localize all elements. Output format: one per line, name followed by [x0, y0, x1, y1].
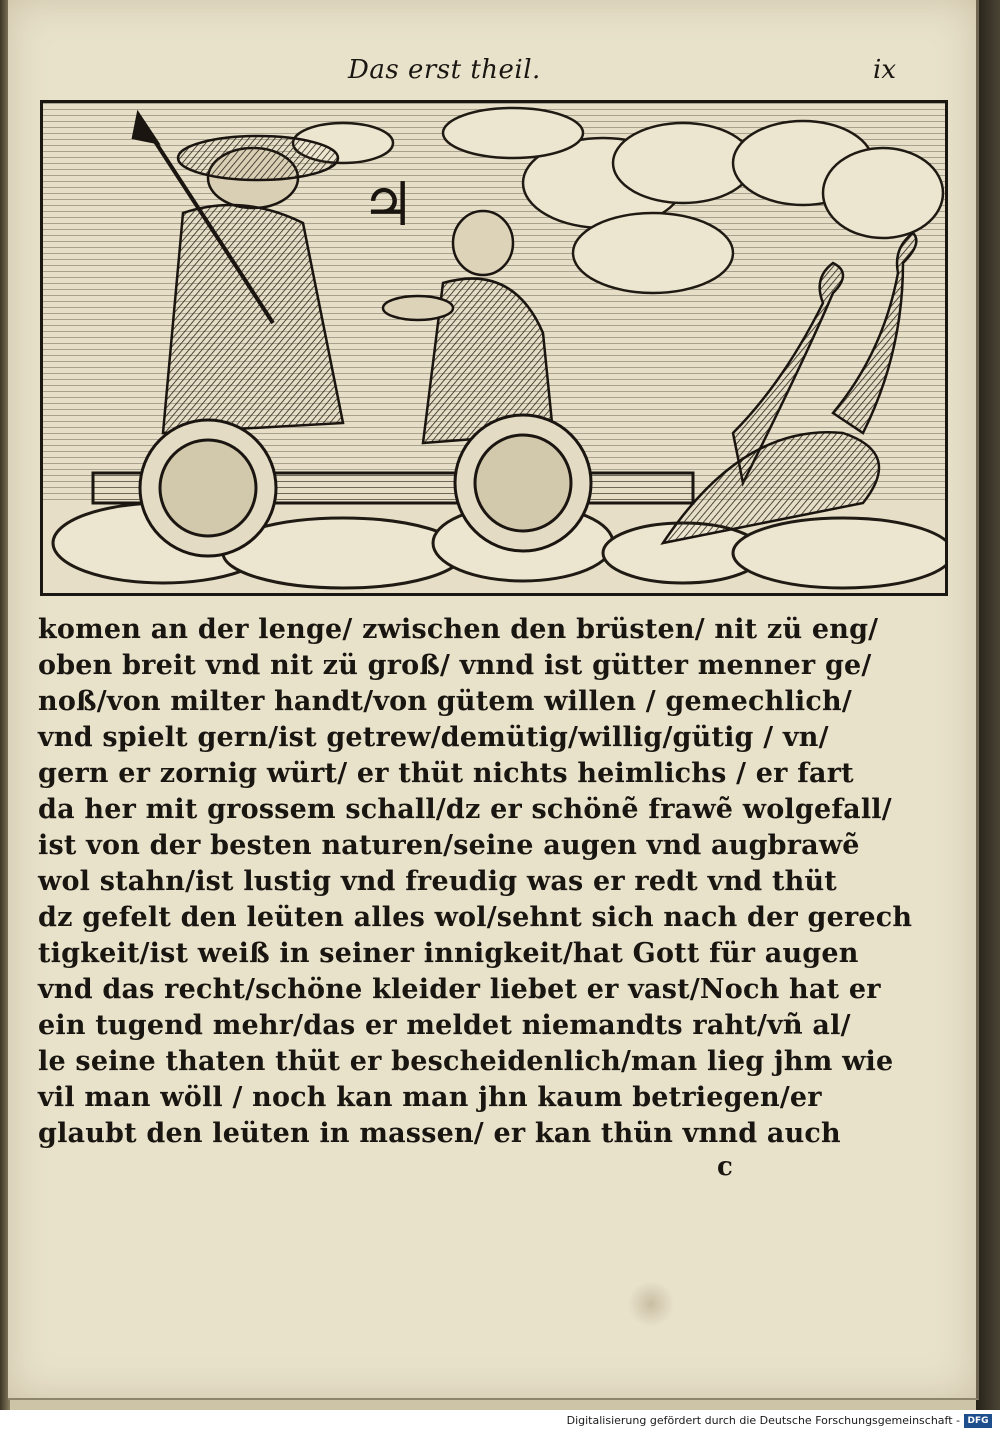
text-line: dz gefelt den leüten alles wol/sehnt sich nach der gerech: [38, 902, 913, 933]
running-title: Das erst theil.: [348, 55, 541, 85]
text-line: tigkeit/ist weiß in seiner innigkeit/hat Gott für augen: [38, 938, 859, 969]
main-text-block: [38, 612, 913, 1152]
woodcut-jupiter-chariot: [43, 103, 945, 593]
text-line: vil man wöll / noch kan man jhn kaum betriegen/er: [38, 1082, 822, 1113]
text-line: noß/von milter handt/von gütem willen / gemechlich/: [38, 686, 852, 717]
text-line: le seine thaten thüt er bescheidenlich/man lieg jhm wie: [38, 1046, 894, 1077]
text-line: vnd das recht/schöne kleider liebet er vast/Noch hat er: [38, 974, 881, 1005]
digitization-footer: [0, 1410, 1000, 1432]
dfg-logo: DFG: [964, 1414, 992, 1428]
jupiter-sign-glyph: ♃: [361, 170, 415, 240]
text-line: gern er zornig würt/ er thüt nichts heimlichs / er fart: [38, 758, 854, 789]
text-line: komen an der lenge/ zwischen den brüsten/ nit zü eng/: [38, 614, 879, 645]
folio-number: ix: [873, 55, 896, 85]
book-page: [8, 0, 979, 1400]
text-line: ist von der besten naturen/seine augen vnd augbrawẽ: [38, 830, 860, 861]
running-head: [8, 55, 976, 95]
woodcut-illustration: [40, 100, 948, 596]
text-line: glaubt den leüten in massen/ er kan thün vnnd auch: [38, 1118, 841, 1149]
text-line: ein tugend mehr/das er meldet niemandts raht/vñ al/: [38, 1010, 851, 1041]
scan-background-edge: [976, 0, 1000, 1410]
paper-stain: [626, 1282, 676, 1326]
text-line: oben breit vnd nit zü groß/ vnnd ist gütter menner ge/: [38, 650, 872, 681]
text-line: da her mit grossem schall/dz er schönẽ frawẽ wolgefall/: [38, 794, 892, 825]
footer-credit-text: Digitalisierung gefördert durch die Deutsche Forschungsgemeinschaft -: [566, 1414, 960, 1427]
signature-mark: c: [717, 1152, 733, 1182]
text-line: wol stahn/ist lustig vnd freudig was er redt vnd thüt: [38, 866, 837, 897]
text-line: vnd spielt gern/ist getrew/demütig/willig/gütig / vn/: [38, 722, 829, 753]
